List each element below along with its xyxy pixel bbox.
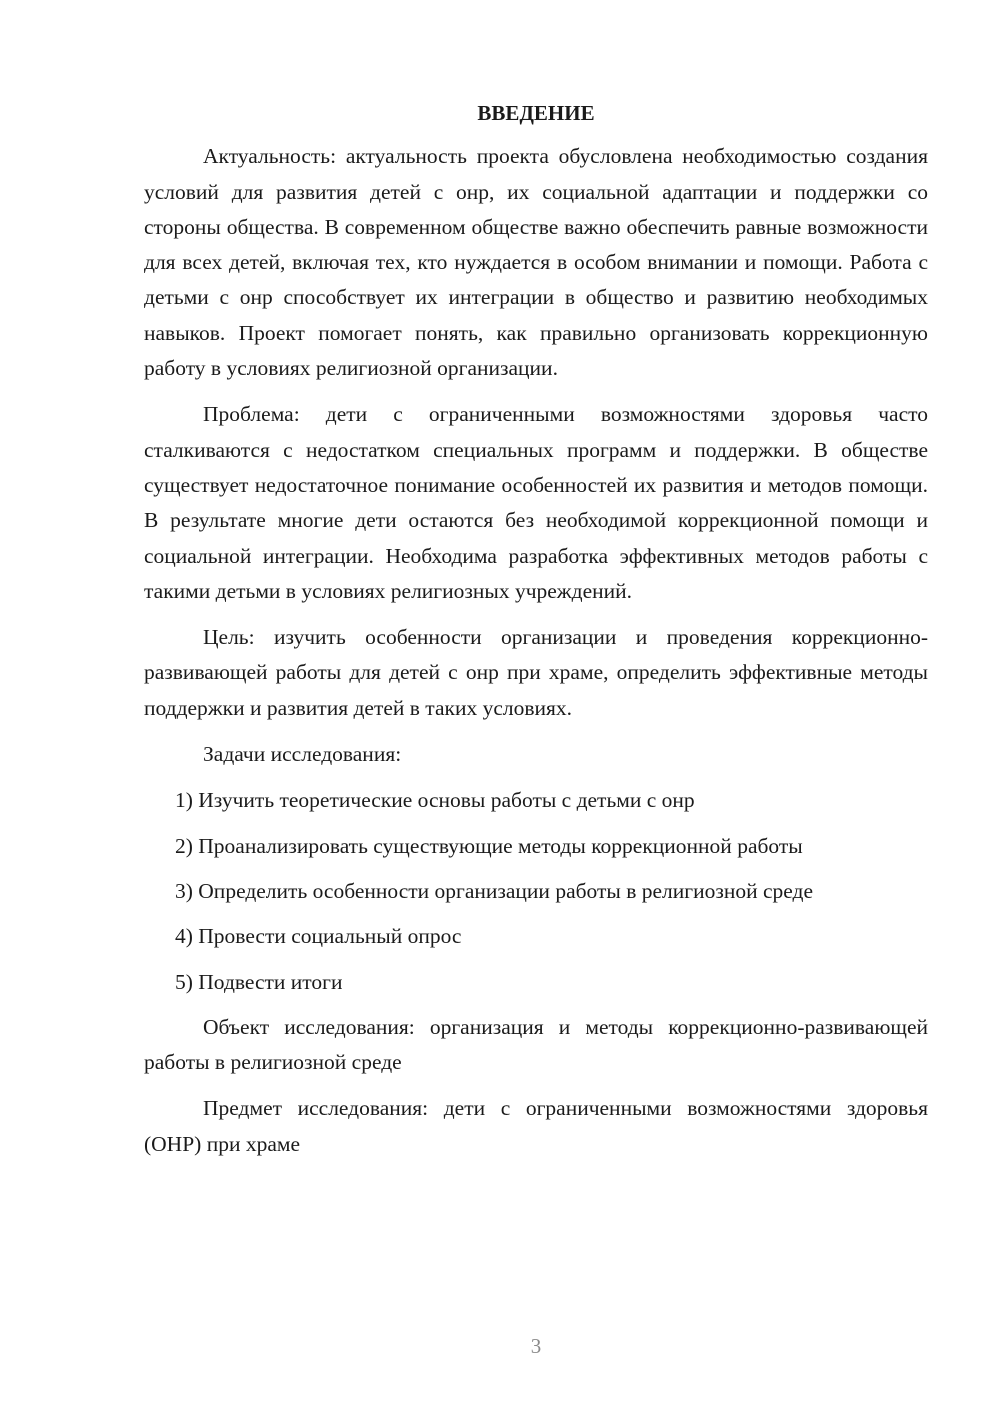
task-item: 4) Провести социальный опрос	[175, 924, 462, 949]
problem-paragraph: Проблема: дети с ограниченными возможностями здоровья часто сталкиваются с недостатком специальных программ и поддержки. В обществе существует недостаточное понимание особенностей их развития и методов помощи. В результате многие дети остаются без необходимой коррекционной помощи и социальной интеграции. Необходима разработка эффективных методов работы с такими детьми в условиях религиозных учреждений.	[144, 402, 928, 603]
page-title: ВВЕДЕНИЕ	[477, 101, 595, 125]
goal-paragraph: Цель: изучить особенности организации и проведения коррекционно-развивающей работы для детей с онр при храме, определить эффективные методы поддержки и развития детей в таких условиях.	[144, 625, 928, 720]
task-item: 2) Проанализировать существующие методы коррекционной работы	[175, 833, 803, 858]
page-number: 3	[530, 1334, 542, 1358]
tasks-list	[144, 783, 928, 999]
task-item: 5) Подвести итоги	[175, 969, 343, 994]
object-paragraph: Объект исследования: организация и методы коррекционно-развивающей работы в религиозной среде	[144, 1014, 928, 1075]
task-item: 3) Определить особенности организации работы в религиозной среде	[175, 878, 814, 903]
relevance-paragraph: Актуальность: актуальность проекта обусловлена необходимостью создания условий для развития детей с онр, их социальной адаптации и поддержки со стороны общества. В современном обществе важно обеспечить равные возможности для всех детей, включая тех, кто нуждается в особом внимании и помощи. Работа с детьми с онр способствует их интеграции в общество и развитию необходимых навыков. Проект помогает понять, как правильно организовать коррекционную работу в условиях религиозной организации.	[144, 144, 928, 381]
tasks-heading: Задачи исследования:	[203, 742, 402, 767]
page-content	[144, 96, 928, 1173]
task-item: 1) Изучить теоретические основы работы с детьми с онр	[175, 788, 695, 813]
subject-paragraph: Предмет исследования: дети с ограниченными возможностями здоровья (ОНР) при храме	[144, 1096, 928, 1156]
